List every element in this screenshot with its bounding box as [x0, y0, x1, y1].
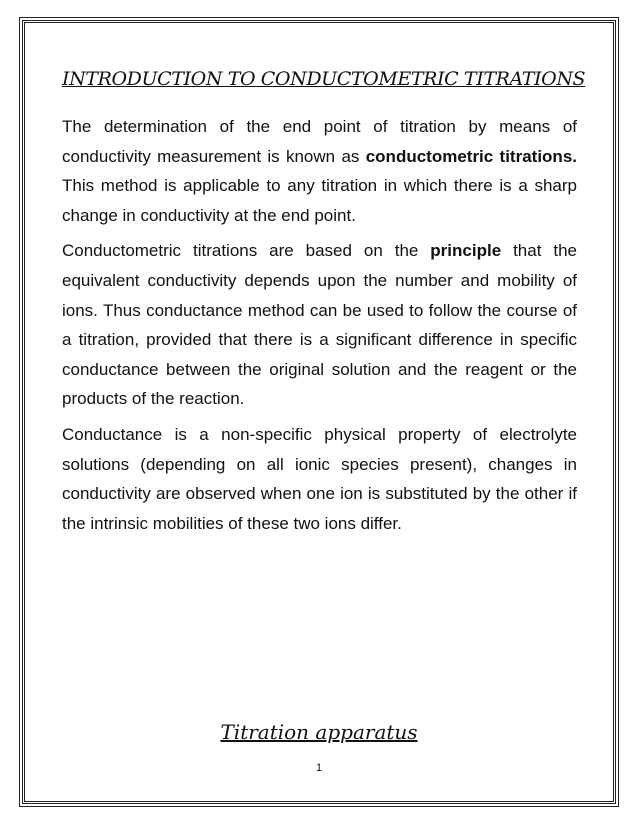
- paragraph-definition: [62, 112, 577, 230]
- paragraph-principle: [62, 236, 577, 414]
- paragraph-conductance: Conductance is a non-specific physical property of electrolyte solutions (depending on all ionic species present), changes in conductivity are observed when one ion is substituted by the other if the intrinsic mobilities of these two ions differ.: [62, 424, 577, 533]
- bold-term: principle: [430, 241, 502, 261]
- apparatus-heading: Titration apparatus: [220, 720, 418, 744]
- paragraph-text: Conductometric titrations are based on the: [62, 241, 431, 261]
- bold-term: conductometric titrations.: [365, 146, 577, 166]
- document-body: [62, 68, 586, 544]
- paragraph-text: This method is applicable to any titration in which there is a sharp change in conductivity at the end point.: [62, 176, 577, 225]
- page-number: 1: [315, 762, 323, 774]
- paragraph-text: The determination of the end point of titration by means of conductivity measurement is known as: [62, 117, 577, 166]
- paragraph-text: that the equivalent conductivity depends upon the number and mobility of ions. Thus conductance method can be used to follow the course of a titration, provided that there is a significant difference in specific conductance between the original solution and the reagent or the products of the reaction.: [62, 241, 577, 409]
- document-heading: INTRODUCTION TO CONDUCTOMETRIC TITRATIONS: [62, 68, 586, 90]
